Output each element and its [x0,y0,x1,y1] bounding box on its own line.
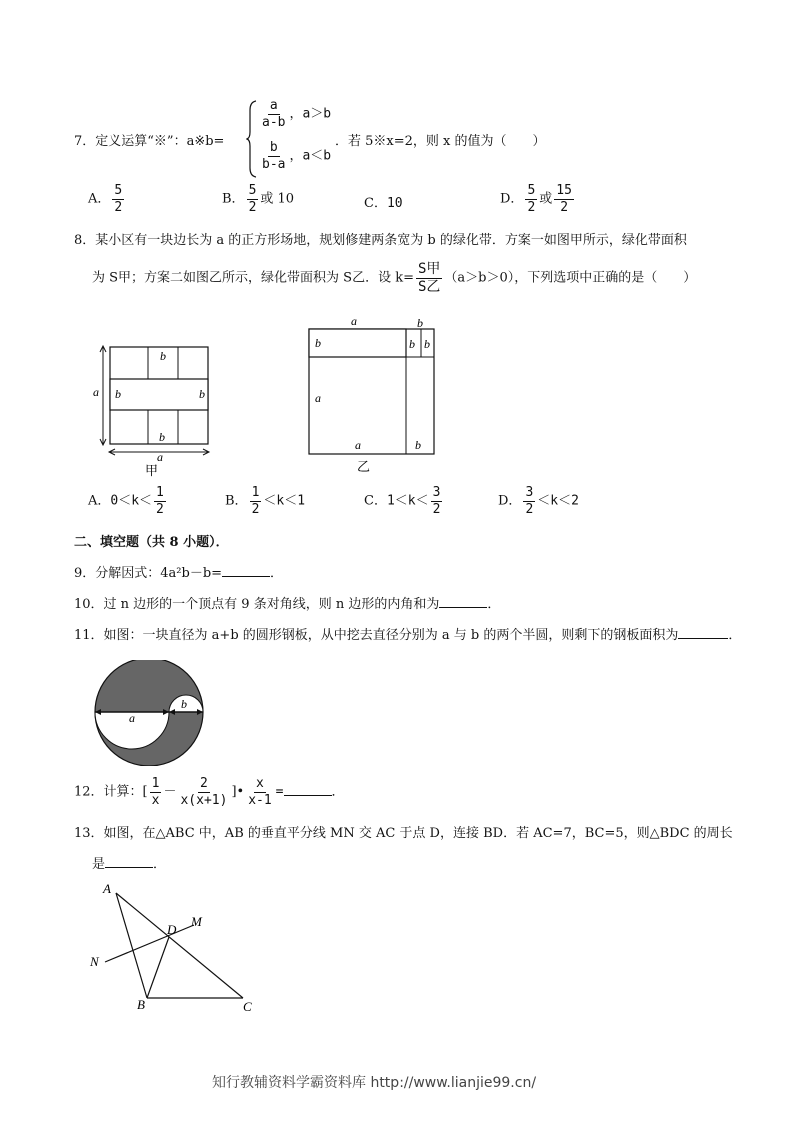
q7-case1-cond: ，a＞b [289,106,332,122]
circle-label-b: b [181,697,187,711]
q8-option-d: D． $\frac{3}{2}$ ＜k＜2 [498,485,579,517]
brace-icon [246,100,258,178]
jia-label-b-top: b [160,349,166,363]
point-m-label: M [191,914,202,929]
figure-yi [305,313,440,478]
q12-answer-blank [284,783,332,796]
q8-option-c: C．1＜k＜ $\frac{3}{2}$ [364,485,441,517]
point-n-label: N [90,954,99,969]
yi-label-b-right: b [415,438,421,452]
q7-prefix: 7．定义运算“※”：a※b= [74,134,225,149]
q7-option-d: D． $\frac{5}{2}$ 或 $\frac{15}{2}$ [500,183,572,215]
jia-label-b-bottom: b [159,430,165,444]
q7-option-b: B． $\frac{5}{2}$ 或 10 [222,183,295,215]
yi-caption: 乙 [357,459,371,474]
question-11: 11．如图：一块直径为 a+b 的圆形钢板，从中挖去直径分别为 a 与 b 的两个半圆，则剩下的钢板面积为 ． [74,628,742,643]
q8-option-a: A．0＜k＜ $\frac{1}{2}$ [88,485,164,517]
q9-answer-blank [222,564,270,577]
point-d-label: D [167,922,177,937]
jia-caption: 甲 [145,463,159,478]
yi-label-a-left: a [315,391,321,405]
figure-circle-plate [92,660,208,766]
question-12: 12．计算：[ $\frac{1}{x}$ － $\frac{2}{x(x+1)}$ ]• $\frac{x}{x-1}$ = ． [74,776,345,808]
yi-label-a-bottom: a [355,438,361,452]
q7-option-a: A． $\frac{5}{2}$ [88,183,123,215]
footer-watermark: 知行教辅资料学霸资料库 http://www.lianjie99.cn/ [212,1075,537,1091]
q13-answer-blank [105,855,153,868]
yi-label-b-small2: b [424,337,430,351]
circle-label-a: a [129,711,135,725]
q11-answer-blank [678,626,728,639]
figure-triangle [85,880,260,1015]
q8-option-b: B． $\frac{1}{2}$ ＜k＜1 [225,485,306,517]
figure-jia [88,340,218,480]
q13-line1: 13．如图，在△ABC 中，AB 的垂直平分线 MN 交 AC 于点 D，连接 BD．若 AC=7，BC=5，则△BDC 的周长 [74,826,733,841]
point-c-label: C [243,999,252,1014]
yi-label-b-small1: b [409,337,415,351]
q13-line2: 是 ． [92,857,167,872]
q7-case2-frac: $\frac{b}{b-a}$ [262,140,286,172]
section-2-title: 二、填空题（共 8 小题）． [74,535,229,550]
point-b-label: B [137,997,145,1012]
q8-line2: 为 S甲；方案二如图乙所示，绿化带面积为 S乙．设 k= $\frac{\text{S甲}}{\text{S乙}}$ （a＞b＞0），下列选项中正确的是（ ） [92,261,697,295]
q7-suffix: ．若 5※x=2，则 x 的值为（ ） [335,134,546,149]
question-10: 10．过 n 边形的一个顶点有 9 条对角线，则 n 边形的内角和为 ． [74,597,501,612]
question-9: 9．分解因式：4a²b－b= ． [74,566,284,581]
q7-option-c: C．10 [364,196,403,211]
point-a-label: A [103,881,111,896]
jia-label-a-bottom: a [157,450,163,464]
yi-label-b-strip: b [315,336,321,350]
q7-case2-cond: ，a＜b [289,148,332,164]
q8-line1: 8．某小区有一块边长为 a 的正方形场地，规划修建两条宽为 b 的绿化带．方案一如图甲所示，绿化带面积 [74,233,687,248]
jia-label-b-left: b [115,387,121,401]
jia-label-a-side: a [93,385,99,399]
q7-case1-frac: $\frac{a}{a-b}$ [262,98,286,130]
jia-label-b-right: b [199,387,205,401]
yi-label-a-top: a [351,314,357,328]
yi-label-b-top: b [417,316,423,330]
q10-answer-blank [439,595,487,608]
q8-k-frac: $\frac{\text{S甲}}{\text{S乙}}$ [417,261,441,295]
